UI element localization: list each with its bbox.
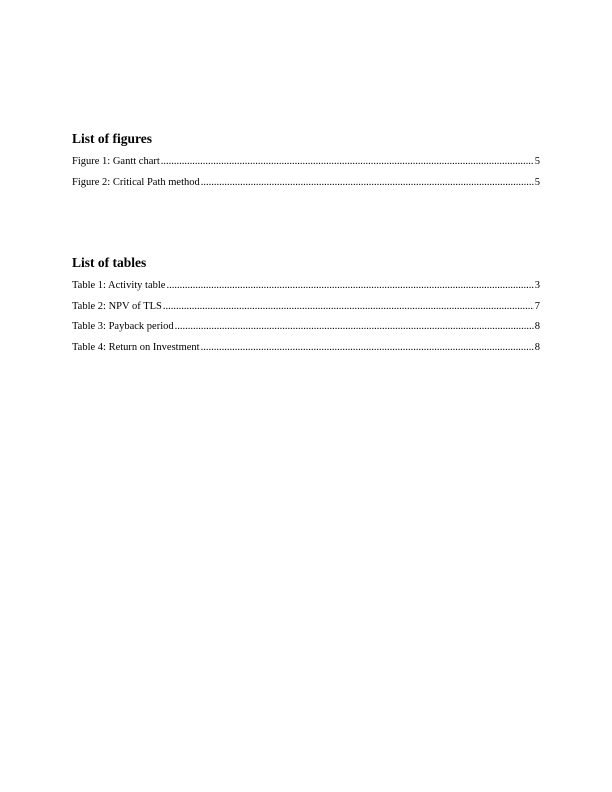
table-entry-label: Table 2: NPV of TLS [72, 300, 162, 312]
dot-leader [201, 173, 534, 194]
figure-entry-page: 5 [534, 176, 540, 188]
list-of-figures-heading: List of figures [72, 131, 152, 146]
tables-list [72, 276, 540, 359]
table-entry-label: Table 1: Activity table [72, 280, 166, 291]
table-entry[interactable] [72, 317, 540, 338]
figure-entry-label: Figure 2: Critical Path method [72, 176, 200, 188]
dot-leader [175, 317, 534, 338]
figure-entry[interactable] [72, 173, 540, 194]
table-entry-page: 7 [534, 300, 540, 312]
list-of-tables [72, 254, 540, 359]
figures-list [72, 152, 540, 193]
dot-leader [161, 152, 534, 173]
table-entry[interactable] [72, 338, 540, 359]
figure-entry-page: 5 [534, 156, 540, 167]
dot-leader [166, 276, 533, 297]
list-of-figures [72, 130, 540, 193]
table-entry-label: Table 4: Return on Investment [72, 342, 200, 354]
table-entry-label: Table 3: Payback period [72, 321, 174, 333]
table-entry[interactable] [72, 276, 540, 297]
table-entry-page: 3 [534, 280, 540, 291]
table-entry[interactable] [72, 297, 540, 318]
dot-leader [163, 297, 534, 318]
figure-entry-label: Figure 1: Gantt chart [72, 156, 160, 167]
table-entry-page: 8 [534, 321, 540, 333]
list-of-tables-heading: List of tables [72, 255, 147, 270]
figure-entry[interactable] [72, 152, 540, 173]
dot-leader [201, 338, 534, 359]
table-entry-page: 8 [534, 342, 540, 354]
